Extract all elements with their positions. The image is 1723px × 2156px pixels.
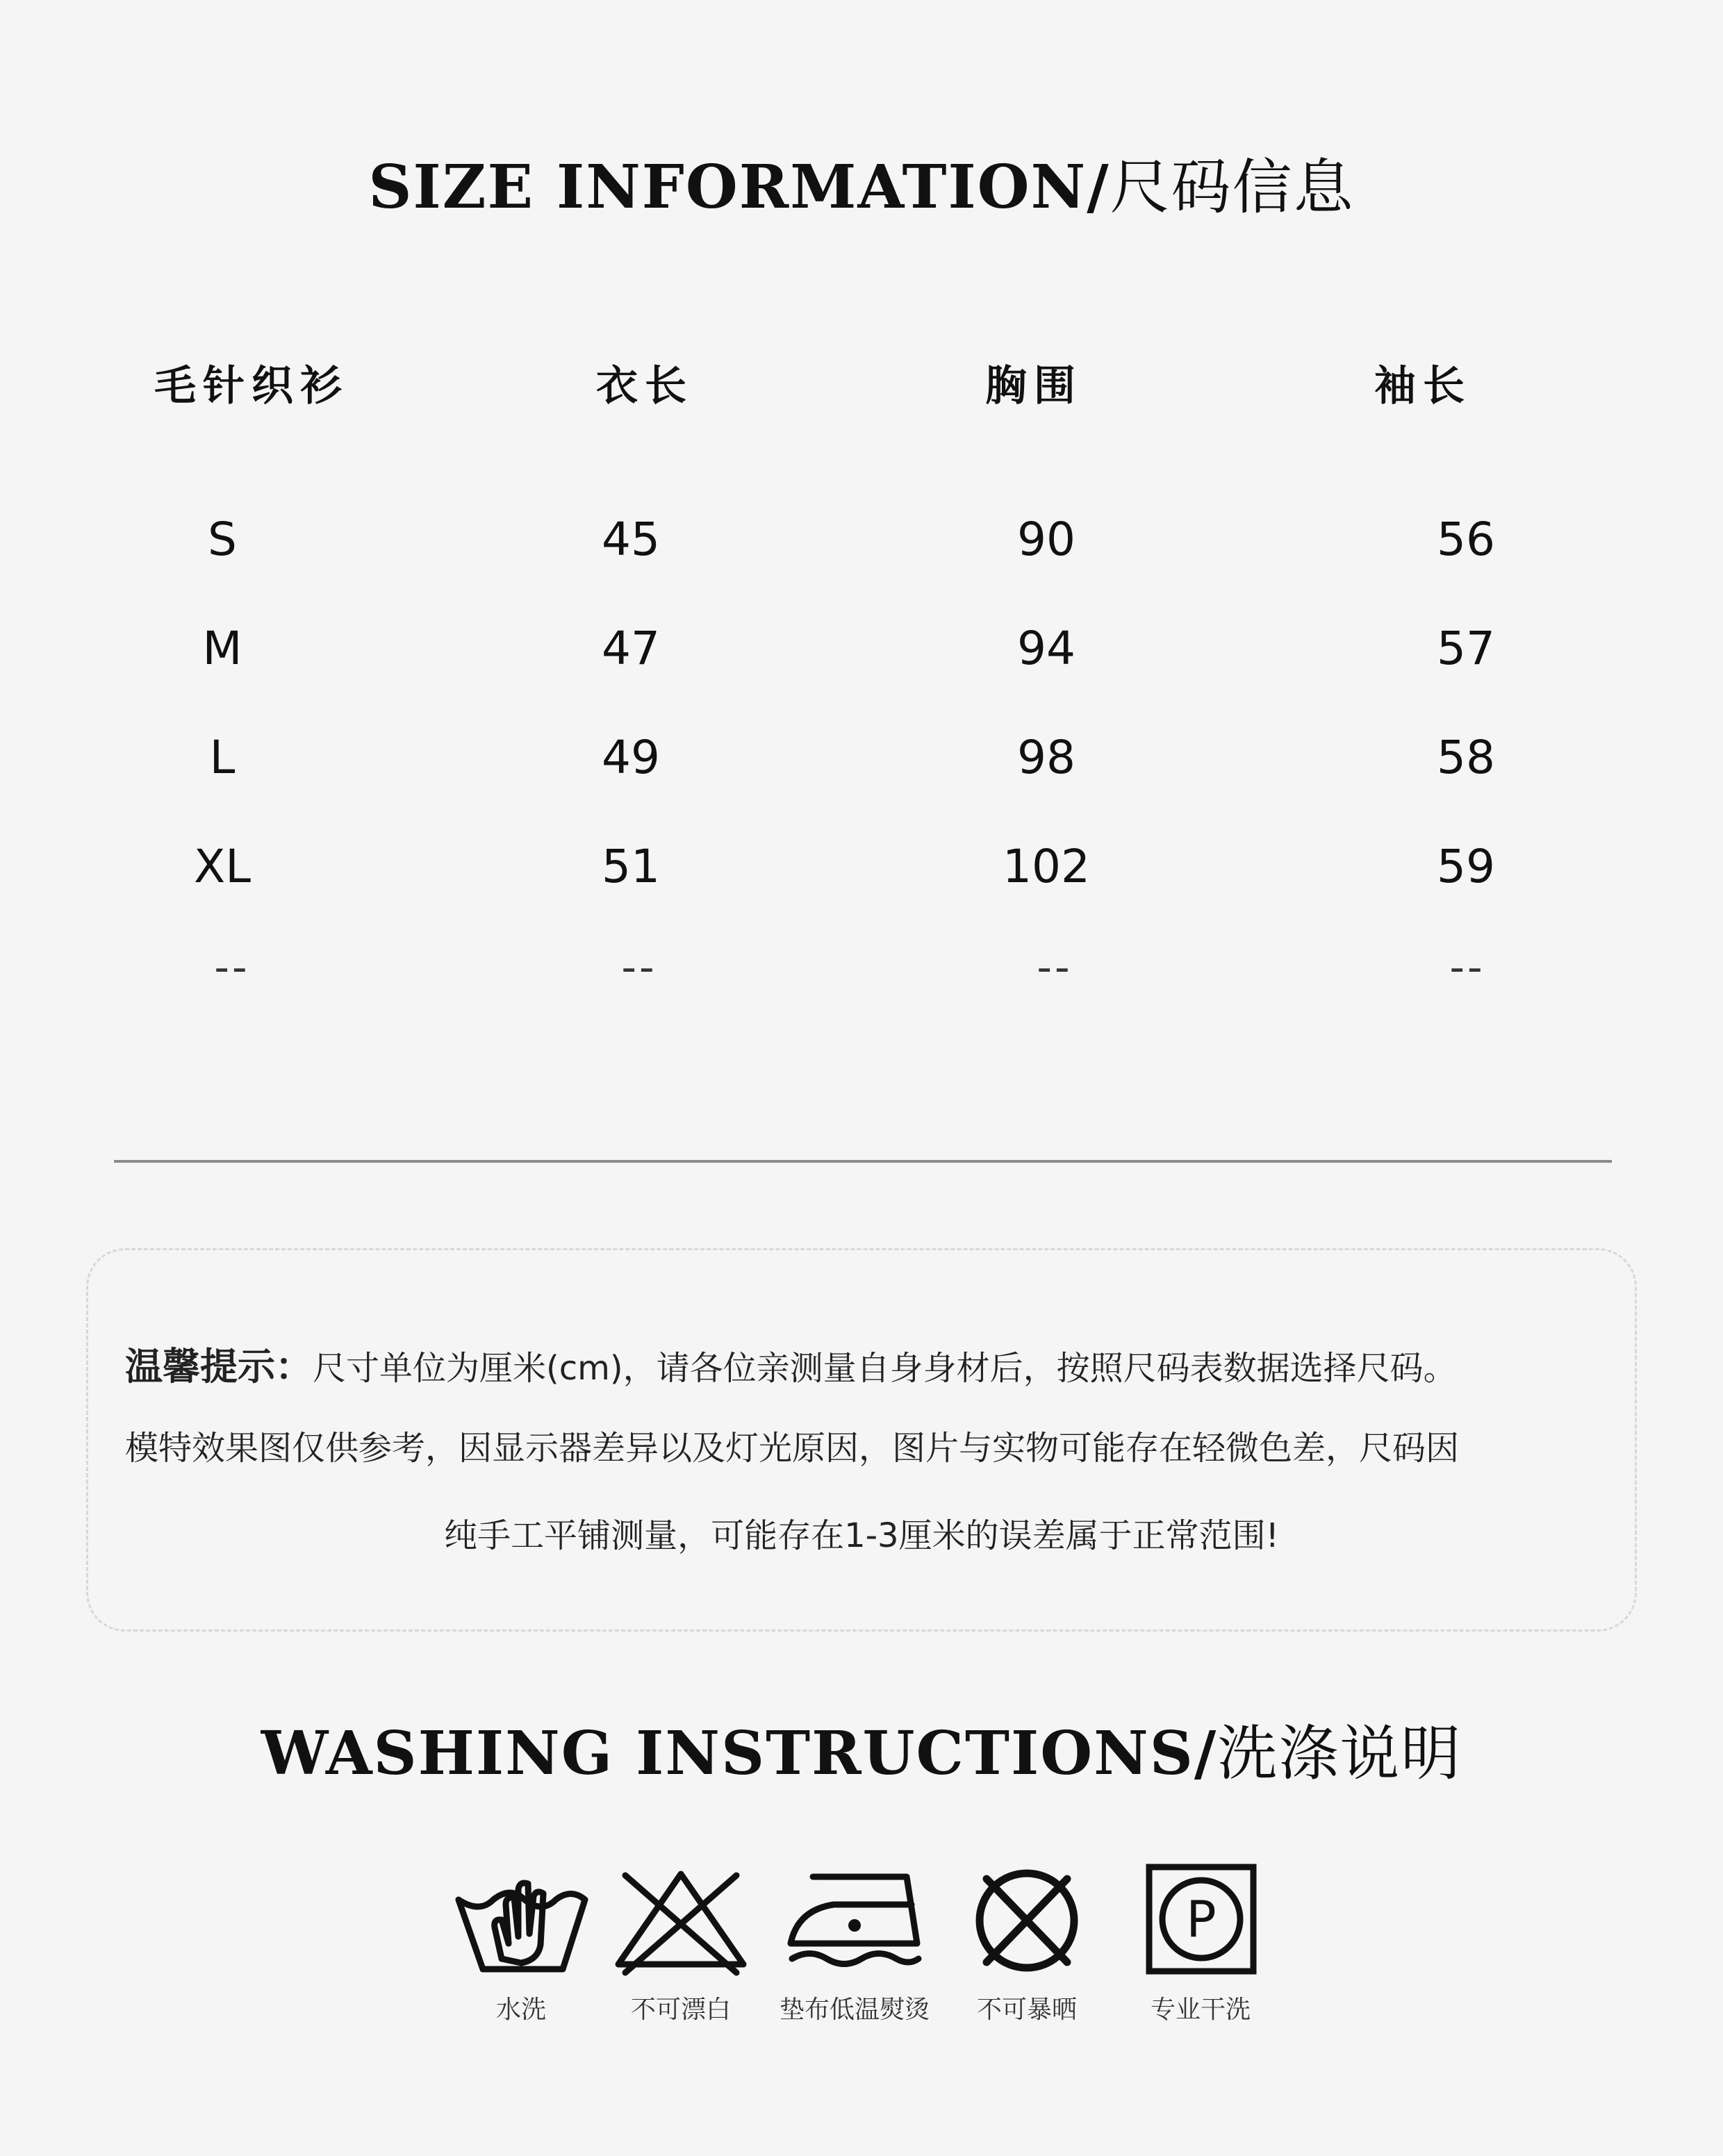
notice-line-3: 纯手工平铺测量，可能存在1-3厘米的误差属于正常范围! (444, 1516, 1279, 1555)
table-header-length: 衣长 (596, 362, 693, 411)
no-tumble-dry-icon (957, 1861, 1096, 1980)
table-cell-chest: 94 (1017, 622, 1075, 675)
washing-title-cn: 洗涤说明 (1217, 1719, 1462, 1789)
table-cell-sleeve: 58 (1437, 731, 1495, 784)
table-cell-chest: -- (1037, 943, 1073, 992)
hand-wash-label: 水洗 (495, 1996, 546, 2024)
table-cell-sleeve: -- (1449, 943, 1485, 992)
table-header-chest: 胸围 (985, 362, 1082, 411)
table-cell-length: 47 (602, 622, 660, 675)
iron-low-with-cloth-label: 垫布低温熨烫 (779, 1996, 930, 2024)
notice-line-2: 模特效果图仅供参考，因显示器差异以及灯光原因，图片与实物可能存在轻微色差，尺码因 (125, 1429, 1460, 1468)
size-title-en: SIZE INFORMATION/ (368, 152, 1110, 222)
table-cell-size: M (202, 622, 242, 675)
size-title-cn: 尺码信息 (1110, 153, 1355, 222)
table-cell-chest: 102 (1003, 840, 1090, 893)
table-cell-size: L (209, 731, 236, 784)
iron-low-with-cloth-icon (785, 1861, 924, 1980)
table-cell-chest: 90 (1017, 513, 1075, 566)
table-cell-size: -- (214, 943, 250, 992)
table-header-sleeve: 袖长 (1374, 362, 1471, 411)
notice-label: 温馨提示： (125, 1345, 313, 1388)
no-bleach-label: 不可漂白 (630, 1996, 731, 2024)
table-cell-length: 45 (602, 513, 660, 566)
section-divider (114, 1160, 1612, 1163)
size-information-title (0, 139, 1723, 225)
no-bleach-icon (611, 1861, 750, 1980)
washing-title-en: WASHING INSTRUCTIONS/ (261, 1718, 1218, 1789)
table-cell-size: XL (194, 840, 251, 893)
professional-dry-clean-icon (1131, 1861, 1270, 1980)
table-cell-sleeve: 57 (1437, 622, 1495, 675)
table-cell-sleeve: 56 (1437, 513, 1495, 566)
washing-instructions-title (0, 1705, 1723, 1791)
table-cell-sleeve: 59 (1437, 840, 1495, 893)
no-tumble-dry-label: 不可暴晒 (976, 1996, 1077, 2024)
table-cell-length: 49 (602, 731, 660, 784)
svg-text:P: P (1186, 1890, 1217, 1948)
table-cell-length: -- (621, 943, 657, 992)
table-cell-chest: 98 (1017, 731, 1075, 784)
professional-dry-clean-label: 专业干洗 (1150, 1996, 1251, 2024)
table-cell-length: 51 (602, 840, 660, 893)
hand-wash-icon (452, 1861, 591, 1980)
notice-line-1 (125, 1337, 1457, 1391)
table-cell-size: S (208, 513, 237, 566)
notice-text-1: 尺寸单位为厘米(cm)，请各位亲测量自身身材后，按照尺码表数据选择尺码。 (313, 1349, 1457, 1388)
table-header-garment: 毛针织衫 (154, 362, 349, 411)
